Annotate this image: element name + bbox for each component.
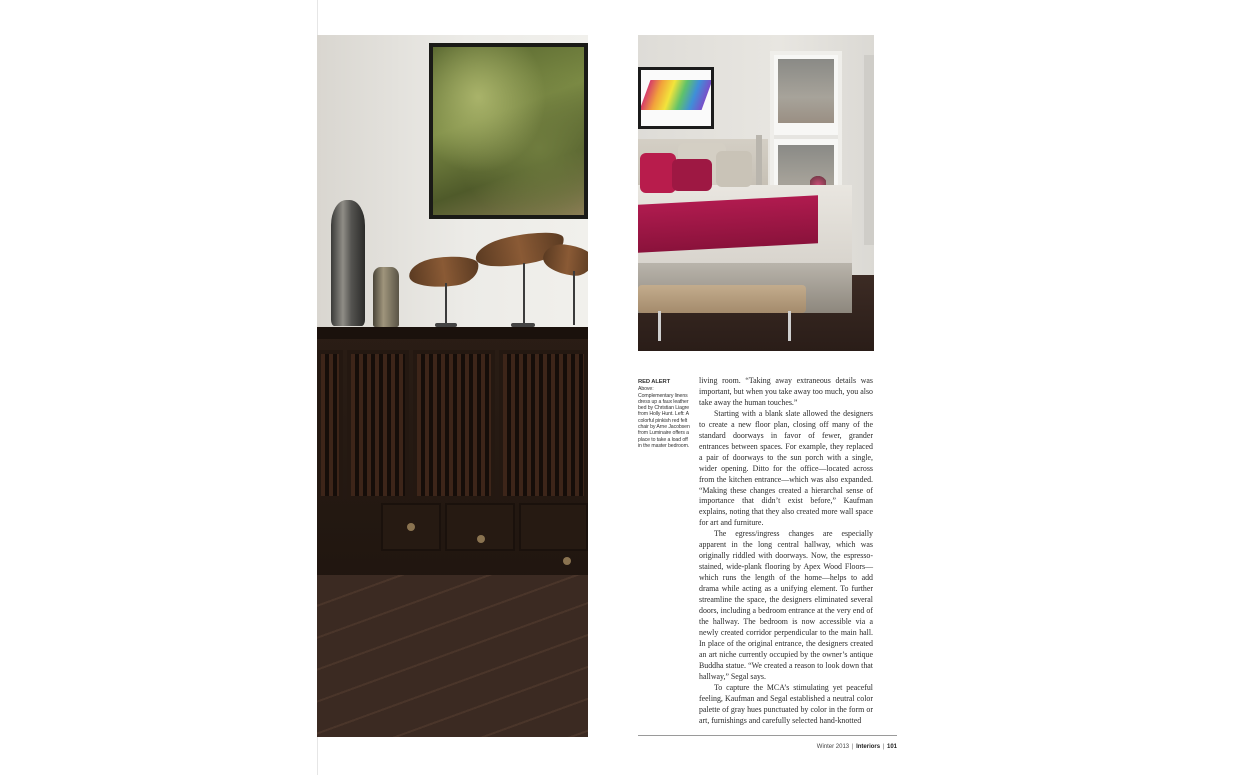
leather-bench	[638, 285, 806, 313]
article-paragraph: The egress/ingress changes are especially apparent in the long central hallway, which was originally riddled with doorways. Now, the espresso-stained, wide-plank flooring by Apex Wood Floors—which runs the length of the home—helps to add drama while acting as a unifying element. To further streamline the space, the designers eliminated several doors, including a bedroom entrance at the very end of the hallway. The bedroom is now accessible via a newly created corridor perpendicular to the main hall. In place of the original entrance, the designers created an art niche currently occupied by the owner’s antique Buddha statue. “We created a reason to look down that hallway,” Segal says.	[699, 529, 873, 681]
sculpture-stand	[445, 283, 447, 325]
bedroom-photo	[638, 35, 874, 351]
bench-leg	[788, 311, 791, 341]
sculpture-stand	[573, 271, 575, 325]
wood-floor	[317, 575, 588, 737]
article-body	[699, 376, 873, 727]
tall-vase	[331, 200, 365, 326]
drawer-knob	[477, 535, 485, 543]
pillow	[640, 153, 676, 193]
sideboard-photo	[317, 35, 588, 737]
photo-caption	[638, 379, 690, 449]
footer-issue: Winter 2013	[816, 744, 850, 750]
caption-text: Above: Complementary linens dress up a faux leather bed by Christian Liagre from Holly Hunt. Left: A colorful pinkish red felt chair by Arne Jacobsen from Luminaire offers a place to take a load off in the master bedroom.	[638, 386, 690, 449]
cabinet-door	[499, 350, 588, 500]
page-number: 101	[886, 744, 897, 750]
cabinet-drawer	[445, 503, 515, 551]
drawer-knob	[407, 523, 415, 531]
page-footer	[760, 744, 897, 750]
sideboard-top	[317, 327, 588, 339]
cabinet-door	[347, 350, 409, 500]
article-paragraph: living room. “Taking away extraneous details was important, but when you take away too much, you also take away the human touches.”	[699, 376, 873, 407]
article-paragraph: Starting with a blank slate allowed the designers to create a new floor plan, closing off many of the standard doorways in favor of fewer, grander entrances between spaces. For example, they replaced a pair of doorways to the sun porch with a single, wider opening. Ditto for the office—located across from the kitchen entrance—which was also expanded. “Making these changes created a hierarchal sense of importance that didn’t exist before,” Kaufman explains, noting that they also created more wall space for art and furniture.	[699, 408, 873, 528]
bench-leg	[658, 311, 661, 341]
pillow	[672, 159, 712, 191]
drawer-knob	[563, 557, 571, 565]
cabinet-door	[413, 350, 495, 500]
footer-separator: |	[882, 744, 885, 750]
footer-separator: |	[851, 744, 854, 750]
footer-rule	[638, 735, 897, 736]
footer-magazine: Interiors	[856, 744, 881, 750]
cabinet-door	[317, 350, 343, 500]
caption-title: RED ALERT	[638, 379, 671, 385]
pillow	[716, 151, 752, 187]
sculpture-stand	[523, 263, 525, 325]
door-frame	[864, 55, 874, 245]
article-paragraph: To capture the MCA’s stimulating yet peaceful feeling, Kaufman and Segal established a neutral color palette of gray hues punctuated by color in the form or art, furnishings and carefully selected hand-knotted	[699, 682, 873, 725]
cabinet-drawer	[519, 503, 588, 551]
bed-throw	[638, 195, 818, 252]
forest-painting	[429, 43, 588, 219]
framed-art	[638, 67, 714, 129]
short-vase	[373, 267, 399, 327]
floor-lamp	[756, 135, 762, 191]
